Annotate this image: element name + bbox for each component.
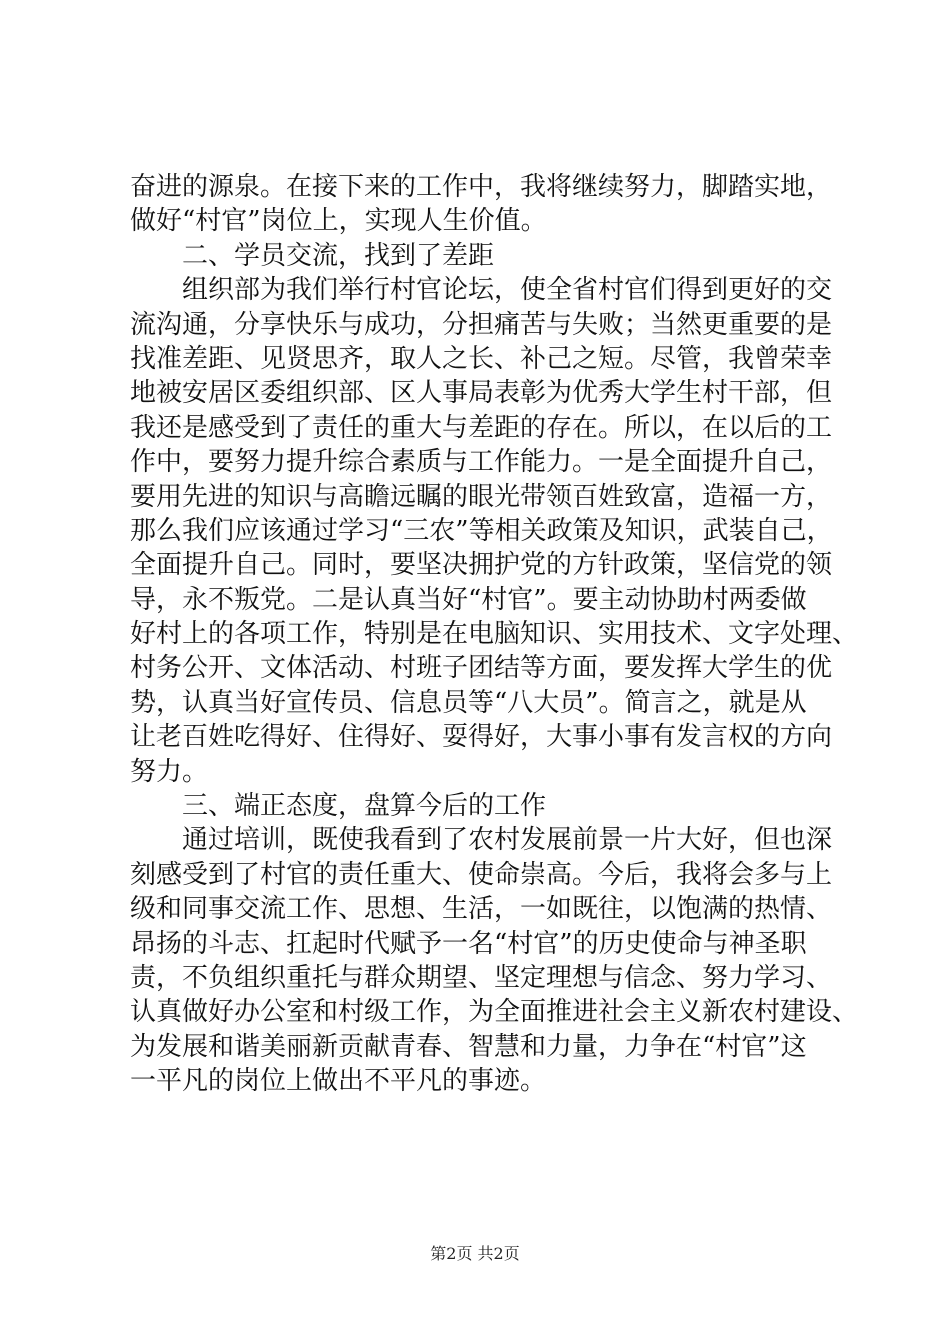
paragraph-line: 全面提升自己。同时，要坚决拥护党的方针政策，坚信党的领 <box>130 550 833 581</box>
paragraph-line: 要用先进的知识与高瞻远瞩的眼光带领百姓致富，造福一方， <box>130 481 833 512</box>
paragraph-line: 一平凡的岗位上做出不平凡的事迹。 <box>130 1066 547 1097</box>
paragraph-line: 村务公开、文体活动、村班子团结等方面，要发挥大学生的优 <box>130 653 833 684</box>
paragraph-line: 做好“村官”岗位上，实现人生价值。 <box>130 206 547 237</box>
paragraph-line: 组织部为我们举行村官论坛，使全省村官们得到更好的交 <box>182 275 833 306</box>
paragraph-line: 为发展和谐美丽新贡献青春、智慧和力量，力争在“村官”这 <box>130 1031 807 1062</box>
paragraph-line: 势，认真当好宣传员、信息员等“八大员”。简言之，就是从 <box>130 687 807 718</box>
paragraph-line: 让老百姓吃得好、住得好、耍得好，大事小事有发言权的方向 <box>130 722 833 753</box>
paragraph-line: 流沟通，分享快乐与成功，分担痛苦与失败；当然更重要的是 <box>130 309 833 340</box>
paragraph-line: 昂扬的斗志、扛起时代赋予一名“村官”的历史使命与神圣职 <box>130 928 807 959</box>
paragraph-line: 地被安居区委组织部、区人事局表彰为优秀大学生村干部，但 <box>130 378 833 409</box>
paragraph-line: 导，永不叛党。二是认真当好“村官”。要主动协助村两委做 <box>130 584 807 615</box>
paragraph-line: 刻感受到了村官的责任重大、使命崇高。今后，我将会多与上 <box>130 859 833 890</box>
page-footer <box>0 1244 950 1264</box>
section-heading: 三、端正态度，盘算今后的工作 <box>182 791 547 822</box>
paragraph-line: 找准差距、见贤思齐，取人之长、补己之短。尽管，我曾荣幸 <box>130 343 833 374</box>
paragraph-line: 通过培训，既使我看到了农村发展前景一片大好，但也深 <box>182 825 833 856</box>
paragraph-line: 好村上的各项工作，特别是在电脑知识、实用技术、文字处理、 <box>130 619 859 650</box>
document-body <box>130 170 859 1099</box>
paragraph-line: 作中，要努力提升综合素质与工作能力。一是全面提升自己， <box>130 447 833 478</box>
paragraph-line: 级和同事交流工作、思想、生活，一如既往，以饱满的热情、 <box>130 894 833 925</box>
paragraph-line: 我还是感受到了责任的重大与差距的存在。所以，在以后的工 <box>130 412 833 443</box>
paragraph-line: 认真做好办公室和村级工作，为全面推进社会主义新农村建设、 <box>130 997 859 1028</box>
page-number: 第2页 共2页 <box>430 1244 520 1263</box>
paragraph-line: 努力。 <box>130 756 209 787</box>
section-heading: 二、学员交流，找到了差距 <box>182 240 495 271</box>
paragraph-line: 责，不负组织重托与群众期望、坚定理想与信念、努力学习、 <box>130 962 833 993</box>
paragraph-line: 那么我们应该通过学习“三农”等相关政策及知识，武装自己， <box>130 515 833 546</box>
paragraph-line: 奋进的源泉。在接下来的工作中，我将继续努力，脚踏实地， <box>130 172 833 202</box>
